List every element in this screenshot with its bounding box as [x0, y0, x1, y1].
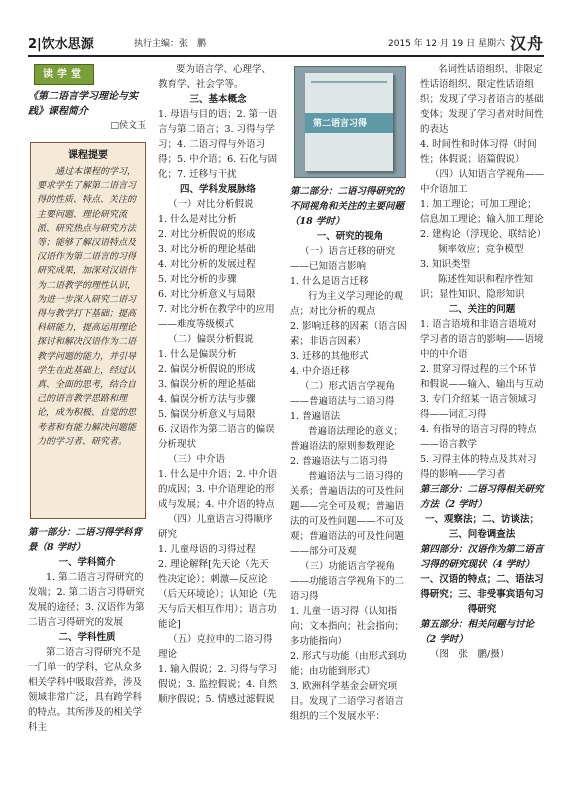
text-line: 行为主义学习理论的观点；对比分析的观点 — [290, 291, 404, 317]
text-line: 4. 对比分析的发展过程 — [158, 259, 256, 270]
text-line: 第四部分：汉语作为第二语言习得的研究现状（4 学时） — [420, 544, 544, 570]
book-title: 第二语言习得 — [313, 119, 368, 129]
text-line: 1. 什么是中介语；2. 中介语的成因；3. 中介语理论的形成与发展；4. 中介语的特点 — [158, 469, 278, 510]
text-line: 5. 偏误分析意义与局限 — [158, 409, 256, 420]
summary-box — [30, 142, 146, 519]
text-line: 2. 贯穿习得过程的三个环节和假说——输入、输出与互动 — [420, 364, 544, 390]
text-line: 第五部分：相关问题与讨论（2 学时） — [420, 619, 535, 645]
text-line: 2. 普遍语法与二语习得 — [290, 456, 388, 467]
section-banner: 读学堂 — [34, 64, 94, 85]
text-line: 3. 知识类型 — [420, 259, 471, 270]
page-number: 2|饮水思源 — [28, 37, 94, 52]
text-line: 5. 习得主体的特点及其对习得的影响——学习者 — [420, 454, 537, 480]
text-line: 三、基本概念 — [189, 94, 247, 105]
section-heading: 一、学科简介 — [58, 557, 116, 568]
text-line: （三）中介语 — [168, 454, 226, 465]
text-line: 5. 对比分析的步骤 — [158, 274, 237, 285]
text-line: （图 张 鹏/摄） — [430, 649, 510, 660]
text-line: 2. 对比分析假说的形成 — [158, 229, 256, 240]
book-cover — [305, 73, 393, 171]
newspaper-brand: 汉舟 — [509, 34, 544, 53]
text-line: 2. 理论解释[先天论（先天性决定论）；刺激—反应论（后天环境论）；认知论（先天与后天相互作用）；语言功能论] — [158, 559, 277, 630]
summary-body: 通过本课程的学习，要求学生了解第二语言习得的性质、特点、关注的主要问题、理论研究流派、研究热点与研究方法等；能够了解汉语特点及汉语作为第二语言的习得研究成果，加深对汉语作为二语教学的理性认识，为进一步深入研究二语习得与教学打下基础；提高科研能力，提高运用理论探讨和解决汉语作为二语教学问题的能力，并引导学生在此基础上，经过认真、全面的思考，结合自己的语言教学思路和理论，成为积极、自觉的思考者和有能力解决问题能力的学习者、研究者。 — [37, 167, 137, 447]
text-line: 陈述性知识和程序性知识；显性知识、隐形知识 — [420, 274, 534, 300]
text-line: 普遍语法理论的意义；普遍语法的原则参数理论 — [290, 426, 404, 452]
text-line: 3. 对比分析的理论基础 — [158, 244, 256, 255]
text-line: 2. 建构论（浮现论、联结论） — [420, 229, 547, 240]
summary-title: 课程提要 — [68, 150, 108, 161]
part-heading: 第一部分：二语习得学科背景（8 学时） — [28, 527, 143, 553]
text-line: 一、研究的视角 — [316, 231, 384, 242]
text-line: 1. 母语与目的语；2. 第一语言与第二语言；3. 习得与学习；4. 二语习得与外语习得；5. 中介语；6. 石化与固化；7. 迁移与干扰 — [158, 109, 278, 180]
paragraph: 1. 第二语言习得研究的发端；2. 第二语言习得研究发展的途径；3. 汉语作为第二语言习得研究的发展 — [28, 572, 145, 628]
text-line: 1. 儿童母语的习得过程 — [158, 544, 256, 555]
text-line: 1. 输入假说；2. 习得与学习假说；3. 监控假说；4. 自然顺序假说；5. 情感过滤假说 — [158, 664, 278, 705]
book-stripe — [311, 81, 387, 83]
text-line: 四、学科发展脉络 — [179, 184, 256, 195]
text-line: 1. 语言语境和非语言语境对学习者的语言的影响——语境中的中介语 — [420, 319, 544, 360]
text-line: 名词性话语组织、非限定性话语组织、限定性话语组织；发现了学习者语言的基础变体；发现了学习者对时间性的表达 — [420, 64, 544, 135]
text-line: 2. 偏误分析假说的形成 — [158, 364, 256, 375]
text-line: （一）语言迁移的研究——已知语言影响 — [290, 246, 396, 272]
text-line: 1. 什么是对比分析 — [158, 214, 237, 225]
text-line: 一、汉语的特点；二、语法习得研究；三、非受事宾语句习得研究 — [420, 574, 544, 615]
text-line: 第三部分：二语习得相关研究方法（2 学时） — [420, 484, 544, 510]
text-line: 3. 欧洲科学基金会研究项目。发现了二语学习者语言组织的三个发展水平： — [290, 681, 405, 722]
column-1 — [28, 62, 146, 735]
text-line: 4. 有指导的语言习得的特点——语言教学 — [420, 424, 537, 450]
text-line: 6. 汉语作为第二语言的偏误分析现状 — [158, 424, 275, 450]
text-line: 4. 偏误分析方法与步骤 — [158, 394, 256, 405]
text-line: 3. 迁移的其他形式 — [290, 351, 369, 362]
article-author: □侯文玉 — [110, 121, 146, 131]
text-line: 4. 时间性和时体习得（时间性；体假说；语篇假说） — [420, 139, 537, 165]
text-line: 1. 什么是语言迁移 — [290, 276, 369, 287]
text-line: （四）认知语言学视角——中介语加工 — [420, 169, 545, 195]
column-3 — [290, 62, 410, 724]
column-4 — [420, 62, 547, 662]
text-line: 1. 什么是偏误分析 — [158, 349, 237, 360]
text-line: 频率效应；竞争模型 — [438, 244, 524, 255]
text-line: 2. 影响迁移的因素（语言因素；非语言因素） — [290, 321, 407, 347]
paragraph: 第二语言习得研究不是一门单一的学科，它从众多相关学科中吸取营养，涉及领域非常广泛，具有跨学科的特点。其所涉及的相关学科主 — [28, 647, 143, 733]
article-title: 《第二语言学习理论与实践》课程简介 — [28, 91, 138, 117]
text-line: 2. 形式与功能（由形式到功能；由功能到形式） — [290, 651, 407, 677]
text-line: 6. 对比分析意义与局限 — [158, 289, 256, 300]
text-line: 1. 儿童一语习得（认知指向；文本指向；社会指向；多功能指向） — [290, 606, 405, 647]
text-line: （五）克拉申的二语习得理论 — [158, 634, 273, 660]
text-line: 要为语言学、心理学、教育学、社会学等。 — [158, 64, 272, 90]
column-2 — [158, 62, 278, 707]
text-line: （一）对比分析假说 — [168, 199, 254, 210]
text-line: （二）偏误分析假说 — [168, 334, 254, 345]
text-line: （二）形式语言学视角——普遍语法与二语习得 — [290, 381, 396, 407]
text-line: 普遍语法与二语习得的关系；普遍语法的可及性问题——完全可及观；普遍语法的可及性问题——不可及观；普遍语法的可及性问题——部分可及观 — [290, 471, 405, 557]
book-photo — [294, 66, 406, 178]
text-line: 二、关注的问题 — [448, 304, 516, 315]
page-header — [28, 33, 544, 53]
section-heading: 二、学科性质 — [58, 632, 116, 643]
part-heading: 第二部分：二语习得研究的不同视角和关注的主要问题（18 学时） — [290, 186, 405, 227]
text-line: 3. 偏误分析的理论基础 — [158, 379, 256, 390]
header-rule — [28, 55, 544, 57]
issue-date: 2015 年 12 月 19 日 星期六 — [388, 39, 505, 49]
text-line: 7. 对比分析在教学中的应用——难度等级模式 — [158, 304, 275, 330]
text-line: （三）功能语言学视角——功能语言学视角下的二语习得 — [290, 561, 405, 602]
text-line: 1. 加工理论；可加工理论；信息加工理论；输入加工理论 — [420, 199, 544, 225]
text-line: 1. 普遍语法 — [290, 411, 341, 422]
text-line: 3. 专门介绍某一语言领域习得——词汇习得 — [420, 394, 537, 420]
text-line: （四）儿童语言习得顺序研究 — [158, 514, 273, 540]
text-line: 一、观察法；二、访谈法；三、问卷调查法 — [424, 514, 539, 540]
editor-credit: 执行主编：张 鹏 — [134, 39, 207, 49]
text-line: 4. 中介语迁移 — [290, 366, 350, 377]
